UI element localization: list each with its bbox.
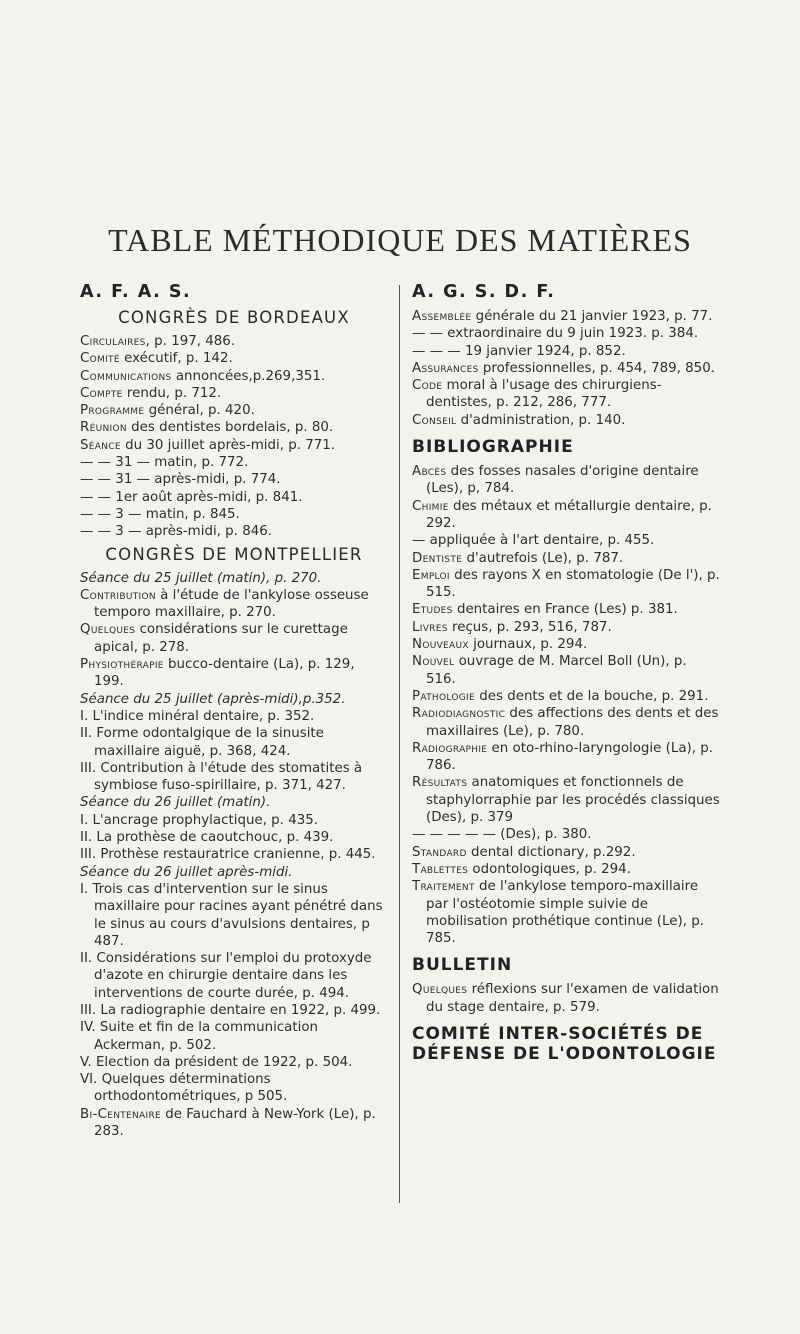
index-entry	[80, 454, 388, 471]
entry-text: des dents et de la bouche, p. 291.	[474, 688, 709, 704]
index-entry	[80, 333, 388, 350]
entry-keyword: Quelques	[80, 622, 136, 638]
comite-heading: COMITÉ INTER-SOCIÉTÉS DE DÉFENSE DE L'ODONTOLOGIE	[412, 1023, 717, 1064]
index-entry	[412, 705, 720, 740]
entry-keyword: Code	[412, 378, 443, 394]
entry-text: I. L'ancrage prophylactique, p. 435.	[80, 812, 319, 828]
entry-text: — — 1er août après-midi, p. 841.	[80, 489, 303, 505]
entry-text: d'administration, p. 140.	[456, 412, 626, 428]
entry-keyword: Compte	[80, 385, 123, 401]
index-entry	[80, 489, 388, 506]
index-entry	[80, 385, 388, 402]
entry-keyword: Radiographie	[412, 740, 488, 756]
index-entry	[80, 1019, 388, 1054]
agsdf-entries	[412, 308, 720, 429]
entry-text: général, p. 420.	[144, 403, 255, 419]
entry-text: des affections des dents et des maxillaires (Le), p. 780.	[426, 706, 719, 739]
entry-text: bucco-dentaire (La), p. 129, 199.	[94, 657, 355, 690]
entry-text: Séance du 25 juillet (après-midi),p.352.	[80, 691, 346, 707]
index-entry	[412, 360, 720, 377]
bordeaux-entries	[80, 333, 388, 541]
montpellier-entries	[80, 570, 388, 1141]
entry-text: — — 3 — matin, p. 845.	[80, 506, 240, 522]
entry-text: Séance du 25 juillet (matin), p. 270.	[80, 570, 322, 586]
index-entry	[80, 1054, 388, 1071]
entry-keyword: Nouveaux	[412, 637, 469, 653]
index-entry	[80, 829, 388, 846]
entry-text: dentaires en France (Les) p. 381.	[452, 602, 678, 618]
left-column	[80, 282, 388, 1140]
entry-text: de l'ankylose temporo-maxillaire par l'ostéotomie simple suivie de mobilisation prothétique continue (Le), p. 785.	[426, 879, 704, 947]
entry-keyword: Quelques	[412, 982, 468, 998]
index-entry	[80, 621, 388, 656]
entry-text: générale du 21 janvier 1923, p. 77.	[471, 309, 713, 324]
index-entry	[80, 350, 388, 367]
entry-text: I. Trois cas d'intervention sur le sinus maxillaire pour racines ayant pénétré dans le sinus au cours d'avulsions dentaires, p 487.	[80, 881, 383, 949]
index-entry	[412, 325, 720, 342]
index-entry	[80, 708, 388, 725]
entry-text: d'autrefois (Le), p. 787.	[462, 550, 624, 566]
index-entry	[412, 636, 720, 653]
index-entry	[80, 691, 388, 708]
entry-keyword: Emploi	[412, 567, 450, 583]
entry-keyword: Abcès	[412, 464, 447, 480]
index-entry	[80, 725, 388, 760]
index-entry	[80, 760, 388, 795]
index-entry	[412, 844, 720, 861]
index-entry	[412, 498, 720, 533]
page-title: TABLE MÉTHODIQUE DES MATIÈRES	[108, 222, 692, 258]
index-entry	[80, 570, 388, 587]
bibliographie-entries	[412, 463, 720, 947]
index-entry	[80, 402, 388, 419]
entry-keyword: Contribution	[80, 587, 156, 603]
entry-text: anatomiques et fonctionnels de staphylorraphie par les procédés classiques (Des), p. 379	[426, 775, 720, 826]
entry-keyword: Séance	[80, 437, 121, 453]
index-entry	[412, 412, 720, 429]
index-entry	[80, 1002, 388, 1019]
index-entry	[80, 1106, 388, 1141]
index-entry	[80, 368, 388, 385]
entry-text: IV. Suite et fin de la communication Ackerman, p. 502.	[80, 1020, 319, 1053]
column-divider	[399, 285, 400, 1203]
entry-keyword: Circulaires	[80, 334, 146, 349]
index-entry	[80, 437, 388, 454]
index-entry	[412, 981, 720, 1016]
entry-text: des rayons X en stomatologie (De l'), p. 515.	[426, 567, 720, 601]
index-entry	[412, 550, 720, 567]
index-entry	[80, 1071, 388, 1106]
index-entry	[412, 601, 720, 618]
entry-text: en oto-rhino-laryngologie (La), p. 786.	[426, 740, 714, 774]
entry-text: — — 3 — après-midi, p. 846.	[80, 524, 273, 540]
entry-text: à l'étude de l'ankylose osseuse temporo maxillaire, p. 270.	[94, 587, 369, 621]
index-entry	[412, 463, 720, 498]
entry-keyword: Nouvel	[412, 654, 455, 670]
entry-keyword: Pathologie	[412, 688, 475, 704]
entry-text: II. Considérations sur l'emploi du protoxyde d'azote en chirurgie dentaire dans les interventions de courte durée, p. 494.	[80, 951, 372, 1001]
index-entry	[80, 523, 388, 540]
entry-keyword: Assemblée	[412, 309, 472, 324]
entry-text: professionnelles, p. 454, 789, 850.	[478, 360, 715, 376]
index-entry	[412, 532, 720, 549]
index-entry	[412, 567, 720, 602]
bulletin-heading: BULLETIN	[412, 955, 513, 976]
bibliographie-heading: BIBLIOGRAPHIE	[412, 437, 574, 458]
index-entry	[412, 653, 720, 688]
entry-text: rendu, p. 712.	[122, 385, 222, 401]
entry-keyword: Etudes	[412, 602, 453, 618]
congres-bordeaux-heading: CONGRÈS DE BORDEAUX	[118, 308, 350, 327]
entry-keyword: Standard	[412, 844, 467, 860]
entry-text: — — — 19 janvier 1924, p. 852.	[412, 343, 626, 359]
entry-text: III. La radiographie dentaire en 1922, p. 499.	[80, 1002, 381, 1018]
entry-keyword: Conseil	[412, 412, 457, 428]
index-entry	[80, 419, 388, 436]
entry-text: III. Contribution à l'étude des stomatites à symbiose fuso-spirillaire, p. 371, 427.	[80, 760, 363, 794]
index-entry	[80, 950, 388, 1002]
entry-keyword: Tablettes	[412, 861, 469, 877]
afas-heading: A. F. A. S.	[80, 282, 192, 302]
entry-keyword: Physiothérapie	[80, 657, 164, 673]
entry-text: dental dictionary, p.292.	[466, 844, 636, 860]
entry-text: journaux, p. 294.	[468, 637, 588, 653]
entry-text: ouvrage de M. Marcel Boll (Un), p. 516.	[426, 654, 687, 687]
index-entry	[412, 688, 720, 705]
index-entry	[80, 587, 388, 622]
entry-keyword: Programme	[80, 403, 145, 419]
entry-text: des métaux et métallurgie dentaire, p. 292.	[426, 498, 712, 531]
agsdf-heading: A. G. S. D. F.	[412, 282, 556, 302]
entry-text: II. La prothèse de caoutchouc, p. 439.	[80, 830, 334, 846]
entry-text: — — extraordinaire du 9 juin 1923. p. 384.	[412, 326, 699, 342]
entry-text: Séance du 26 juillet après-midi.	[80, 864, 293, 880]
index-entry	[80, 656, 388, 691]
entry-text: considérations sur le curettage apical, p. 278.	[94, 622, 348, 655]
entry-text: II. Forme odontalgique de la sinusite maxillaire aiguë, p. 368, 424.	[80, 726, 324, 759]
entry-text: odontologiques, p. 294.	[468, 861, 631, 877]
entry-text: des dentistes bordelais, p. 80.	[126, 420, 334, 436]
bulletin-entries	[412, 981, 720, 1016]
index-entry	[80, 881, 388, 950]
entry-keyword: Communications	[80, 368, 172, 384]
entry-keyword: Bi-Centenaire	[80, 1106, 162, 1122]
entry-keyword: Résultats	[412, 775, 468, 791]
entry-text: des fosses nasales d'origine dentaire (Les), p, 784.	[426, 464, 699, 497]
entry-text: de Fauchard à New-York (Le), p. 283.	[94, 1106, 376, 1140]
index-entry	[80, 471, 388, 488]
index-entry	[412, 343, 720, 360]
index-entry	[80, 864, 388, 881]
entry-text: reçus, p. 293, 516, 787.	[447, 619, 612, 635]
entry-text: VI. Quelques déterminations orthodontométriques, p 505.	[80, 1072, 288, 1105]
index-entry	[80, 794, 388, 811]
index-entry	[80, 812, 388, 829]
entry-text: V. Election da président de 1922, p. 504.	[80, 1054, 353, 1070]
entry-text: annoncées,p.269,351.	[171, 368, 326, 384]
entry-text: — appliquée à l'art dentaire, p. 455.	[412, 533, 655, 549]
entry-text: — — — — — (Des), p. 380.	[412, 827, 592, 843]
right-column	[412, 282, 720, 1070]
index-entry	[412, 740, 720, 775]
index-entry	[80, 506, 388, 523]
entry-keyword: Dentiste	[412, 550, 463, 566]
index-entry	[80, 846, 388, 863]
entry-text: — — 31 — matin, p. 772.	[80, 455, 249, 471]
index-entry	[412, 861, 720, 878]
index-entry	[412, 774, 720, 826]
entry-text: du 30 juillet après-midi, p. 771.	[120, 437, 336, 453]
entry-keyword: Chimie	[412, 498, 449, 514]
entry-keyword: Livres	[412, 619, 448, 635]
index-entry	[412, 308, 720, 325]
entry-text: I. L'indice minéral dentaire, p. 352.	[80, 708, 315, 724]
entry-keyword: Comité	[80, 351, 120, 367]
entry-text: Séance du 26 juillet (matin).	[80, 795, 271, 811]
entry-keyword: Réunion	[80, 420, 127, 436]
entry-text: moral à l'usage des chirurgiens-dentistes, p. 212, 286, 777.	[426, 378, 662, 411]
index-entry	[412, 377, 720, 412]
entry-text: exécutif, p. 142.	[119, 351, 233, 367]
entry-text: réflexions sur l'examen de validation du stage dentaire, p. 579.	[426, 982, 719, 1015]
congres-montpellier-heading: CONGRÈS DE MONTPELLIER	[105, 544, 363, 564]
entry-keyword: Traitement	[412, 879, 475, 895]
entry-keyword: Assurances	[412, 360, 479, 376]
entry-text: — — 31 — après-midi, p. 774.	[80, 472, 281, 488]
entry-text: , p. 197, 486.	[145, 334, 236, 349]
entry-text: III. Prothèse restauratrice cranienne, p. 445.	[80, 847, 376, 863]
index-entry	[412, 878, 720, 947]
entry-keyword: Radiodiagnostic	[412, 706, 506, 722]
index-entry	[412, 826, 720, 843]
index-entry	[412, 619, 720, 636]
